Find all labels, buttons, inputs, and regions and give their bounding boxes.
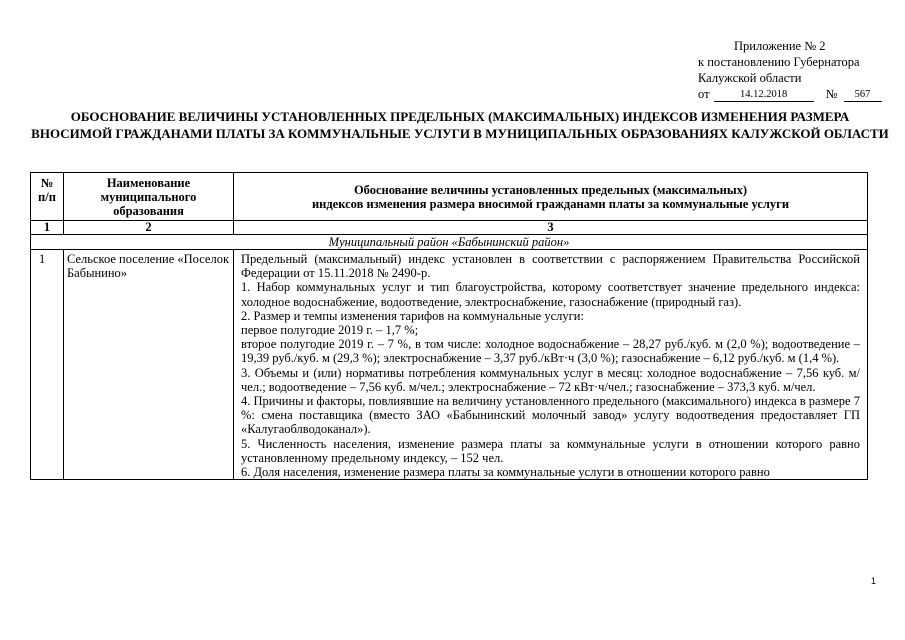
row-number: 1: [31, 250, 64, 480]
decree-number: 567: [844, 89, 882, 102]
header-basis-line1: Обоснование величины установленных предельных (максимальных): [353, 183, 748, 197]
text-paragraph: Предельный (максимальный) индекс установлен в соответствии с распоряжением Правительства Российской Федерации от 15.11.2018 № 2490-р.: [241, 252, 860, 281]
appendix-title: Приложение № 2: [734, 39, 826, 53]
justification-text: [234, 250, 868, 480]
text-paragraph: 5. Численность населения, изменение размера платы за коммунальные услуги в отношении которого равно установленному предельному индексу, – 152 чел.: [241, 436, 860, 465]
text-paragraph: 1. Набор коммунальных услуг и тип благоустройства, которому соответствует значение предельного индекса: холодное водоснабжение, водоотведение, электроснабжение, газоснабжение (природный газ).: [241, 280, 860, 309]
appendix-decree: к постановлению Губернатора: [698, 55, 860, 69]
district-row: [31, 235, 868, 250]
appendix-region: Калужской области: [698, 71, 802, 85]
table-header-row: [31, 173, 868, 221]
header-basis: [234, 173, 868, 221]
district-name: Муниципальный район «Бабынинский район»: [31, 235, 868, 250]
text-paragraph: 4. Причины и факторы, повлиявшие на величину установленного предельного (максимального) индекса в размере 7 %: смена поставщика (вместо ЗАО «Бабынинский молочный завод» услугу водоотведения предоставляет ГП «Калугаоблводоканал»).: [241, 394, 860, 437]
number-sign: №: [825, 87, 838, 101]
table-row: [31, 250, 868, 480]
column-numbers-row: [31, 221, 868, 235]
decree-date: 14.12.2018: [714, 89, 814, 102]
text-paragraph: 3. Объемы и (или) нормативы потребления коммунальных услуг в месяц: холодное водоснабжение – 7,56 куб. м/чел.; водоотведение – 7,56 куб. м/чел.; электроснабжение – 72 кВт·ч/чел.; газоснабжение – 373,3 куб. м/чел.: [241, 365, 860, 394]
col-number-1: 1: [31, 221, 64, 235]
text-paragraph: второе полугодие 2019 г. – 7 %, в том числе: холодное водоснабжение – 28,27 руб./куб. м (2,0 %); водоотведение – 19,39 руб./куб. м (29,3 %); электроснабжение – 3,37 руб./кВт·ч (3,0 %); газоснабжение – 6,12 руб./куб. м (1,4 %).: [241, 337, 860, 366]
header-basis-line2: индексов изменения размера вносимой гражданами платы за коммунальные услуги: [311, 197, 790, 211]
justification-table: [30, 172, 868, 480]
page-number: 1: [871, 576, 877, 586]
document-title: ОБОСНОВАНИЕ ВЕЛИЧИНЫ УСТАНОВЛЕННЫХ ПРЕДЕЛЬНЫХ (МАКСИМАЛЬНЫХ) ИНДЕКСОВ ИЗМЕНЕНИЯ РАЗМЕРА ВНОСИМОЙ ГРАЖДАНАМИ ПЛАТЫ ЗА КОММУНАЛЬНЫЕ УСЛУГИ В МУНИЦИПАЛЬНЫХ ОБРАЗОВАНИЯХ КАЛУЖСКОЙ ОБЛАСТИ: [31, 109, 889, 141]
header-num: № п/п: [31, 173, 64, 221]
text-paragraph: первое полугодие 2019 г. – 1,7 %;: [241, 323, 419, 338]
appendix-block: [698, 38, 882, 102]
col-number-3: 3: [234, 221, 868, 235]
appendix-date-row: [698, 86, 882, 102]
col-number-2: 2: [64, 221, 234, 235]
municipality-name: Сельское поселение «Поселок Бабынино»: [64, 250, 234, 480]
text-paragraph: 6. Доля населения, изменение размера платы за коммунальные услуги в отношении которого равно: [241, 465, 770, 480]
date-prefix: от: [698, 87, 710, 101]
header-name: Наименование муниципального образования: [64, 173, 234, 221]
text-paragraph: 2. Размер и темпы изменения тарифов на коммунальные услуги:: [241, 308, 584, 323]
